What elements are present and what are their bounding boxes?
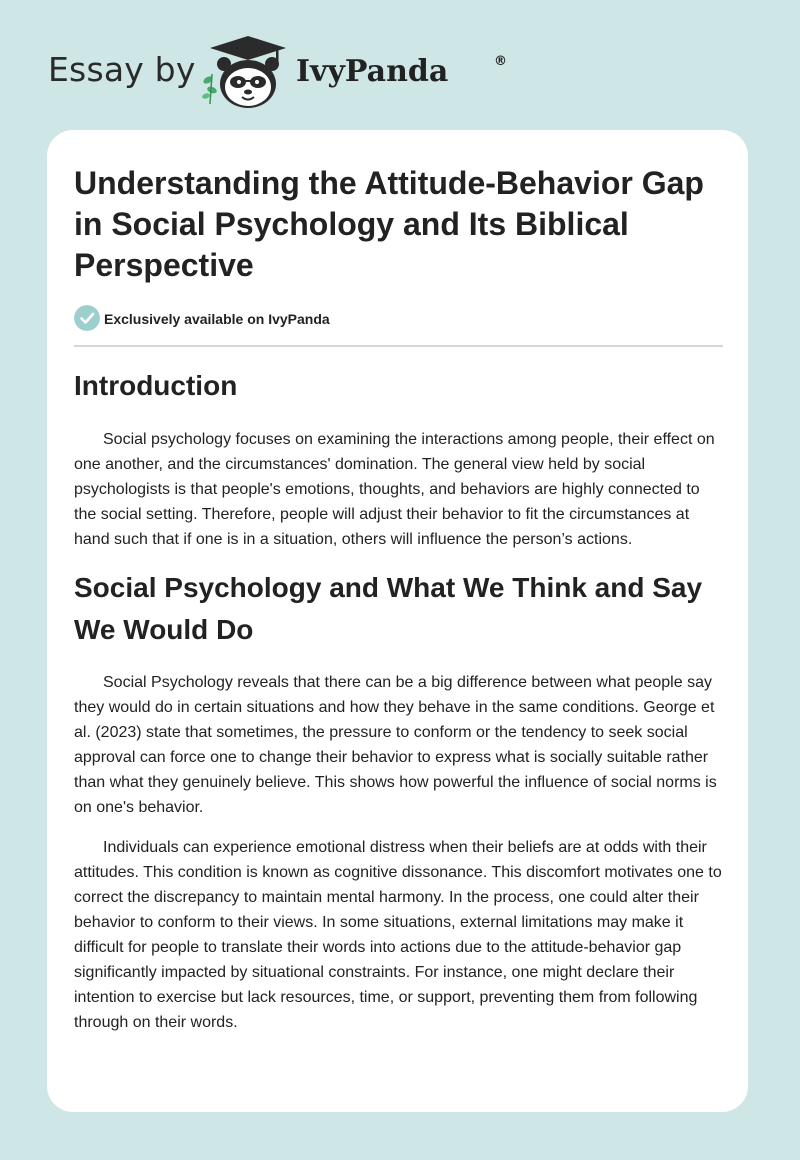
section-heading: Social Psychology and What We Think and Say We Would Do bbox=[74, 572, 703, 645]
essay-by-label: Essay by bbox=[48, 50, 196, 89]
section-paragraph: Social psychology focuses on examining the interactions among people, their effect on one another, and the circumstances' domination. The general view held by social psychologists is that people's emotions, thoughts, and behaviors are highly connected to the social setting. Therefore, people will adjust their behavior to fit the circumstances at hand such that if one is in a situation, others will influence the person’s actions. bbox=[74, 431, 715, 548]
essay-card bbox=[47, 130, 748, 1112]
brand-header bbox=[48, 34, 548, 114]
essay-title: Understanding the Attitude-Behavior Gap in Social Psychology and Its Biblical Perspective bbox=[74, 165, 704, 283]
section-paragraph: Social Psychology reveals that there can be a big difference between what people say they would do in certain situations and how they behave in the same conditions. George et al. (2023) state that sometimes, the pressure to conform or the tendency to seek social approval can force one to change their behavior to express what is socially suitable rather than what they genuinely believe. This shows how powerful the influence of social norms is on one's behavior. bbox=[74, 674, 717, 816]
exclusive-badge bbox=[74, 305, 474, 333]
registered-mark: ® bbox=[494, 54, 507, 69]
exclusive-badge-label: Exclusively available on IvyPanda bbox=[104, 311, 330, 327]
brand-name[interactable]: IvyPanda bbox=[296, 54, 449, 89]
title-divider bbox=[74, 345, 723, 347]
section-heading: Introduction bbox=[74, 370, 238, 401]
ivypanda-logo-icon[interactable] bbox=[198, 34, 292, 110]
section-paragraph: Individuals can experience emotional distress when their beliefs are at odds with their attitudes. This condition is known as cognitive dissonance. This discomfort motivates one to correct the discrepancy to maintain mental harmony. In the process, one could alter their behavior to conform to their views. In some situations, external limitations may make it difficult for people to translate their words into actions due to the attitude-behavior gap significantly impacted by situational constraints. For instance, one might declare their intention to exercise but lack resources, time, or support, preventing them from following through on their words. bbox=[74, 839, 722, 1031]
checkmark-icon bbox=[74, 305, 100, 331]
